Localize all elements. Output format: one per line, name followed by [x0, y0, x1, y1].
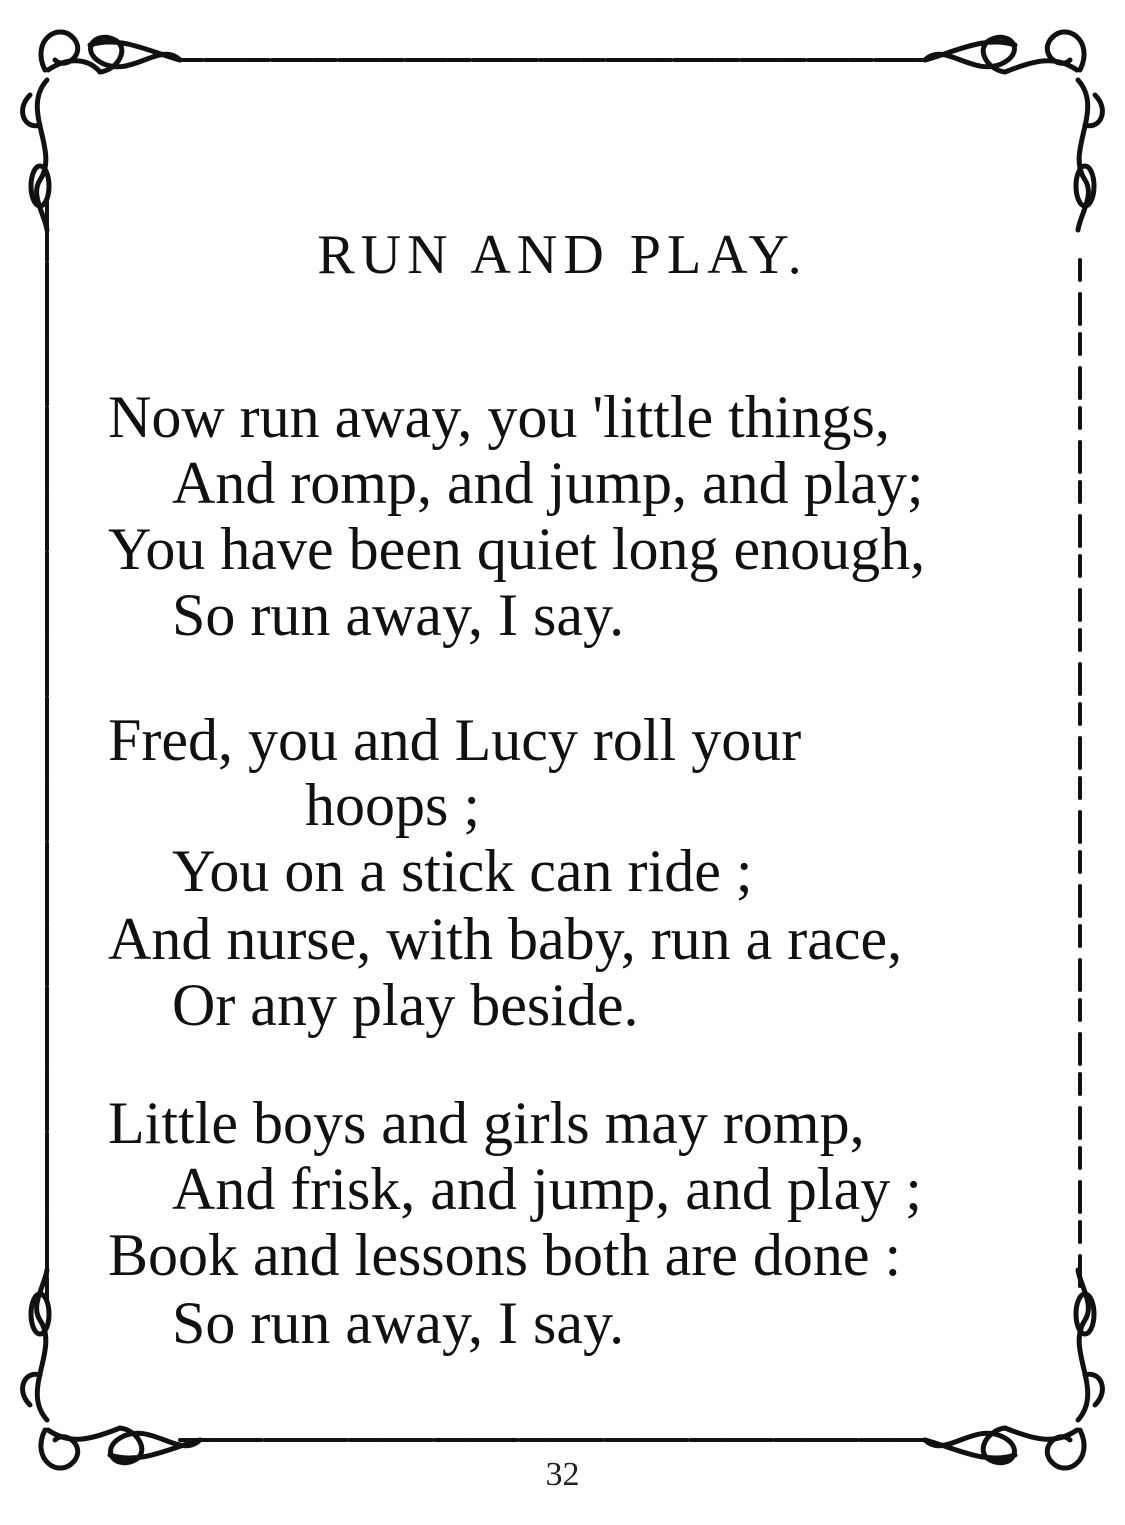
corner-flourish-bottom-right-icon — [925, 1270, 1102, 1468]
poem-line: You have been quiet long enough, — [108, 516, 926, 582]
poem-line: And romp, and jump, and play; — [172, 450, 924, 516]
poem-line: Book and lessons both are done : — [108, 1222, 902, 1288]
poem-title: RUN AND PLAY. — [317, 224, 808, 286]
poem-line: You on a stick can ride ; — [172, 838, 753, 904]
poem-line: Little boys and girls may romp, — [108, 1090, 865, 1156]
poem-line: So run away, I say. — [172, 1290, 625, 1356]
poem-line: hoops ; — [305, 772, 481, 838]
poem-line: And frisk, and jump, and play ; — [172, 1156, 922, 1222]
poem-line: Fred, you and Lucy roll your — [108, 707, 802, 773]
corner-flourish-top-left-icon — [23, 32, 180, 230]
corner-flourish-top-right-icon — [925, 32, 1102, 230]
poem-line: And nurse, with baby, run a race, — [108, 906, 903, 972]
poem-line: Or any play beside. — [172, 972, 639, 1038]
page-number: 32 — [545, 1456, 580, 1493]
poem-line: So run away, I say. — [172, 582, 625, 648]
poem-line: Now run away, you 'little things, — [108, 384, 890, 450]
